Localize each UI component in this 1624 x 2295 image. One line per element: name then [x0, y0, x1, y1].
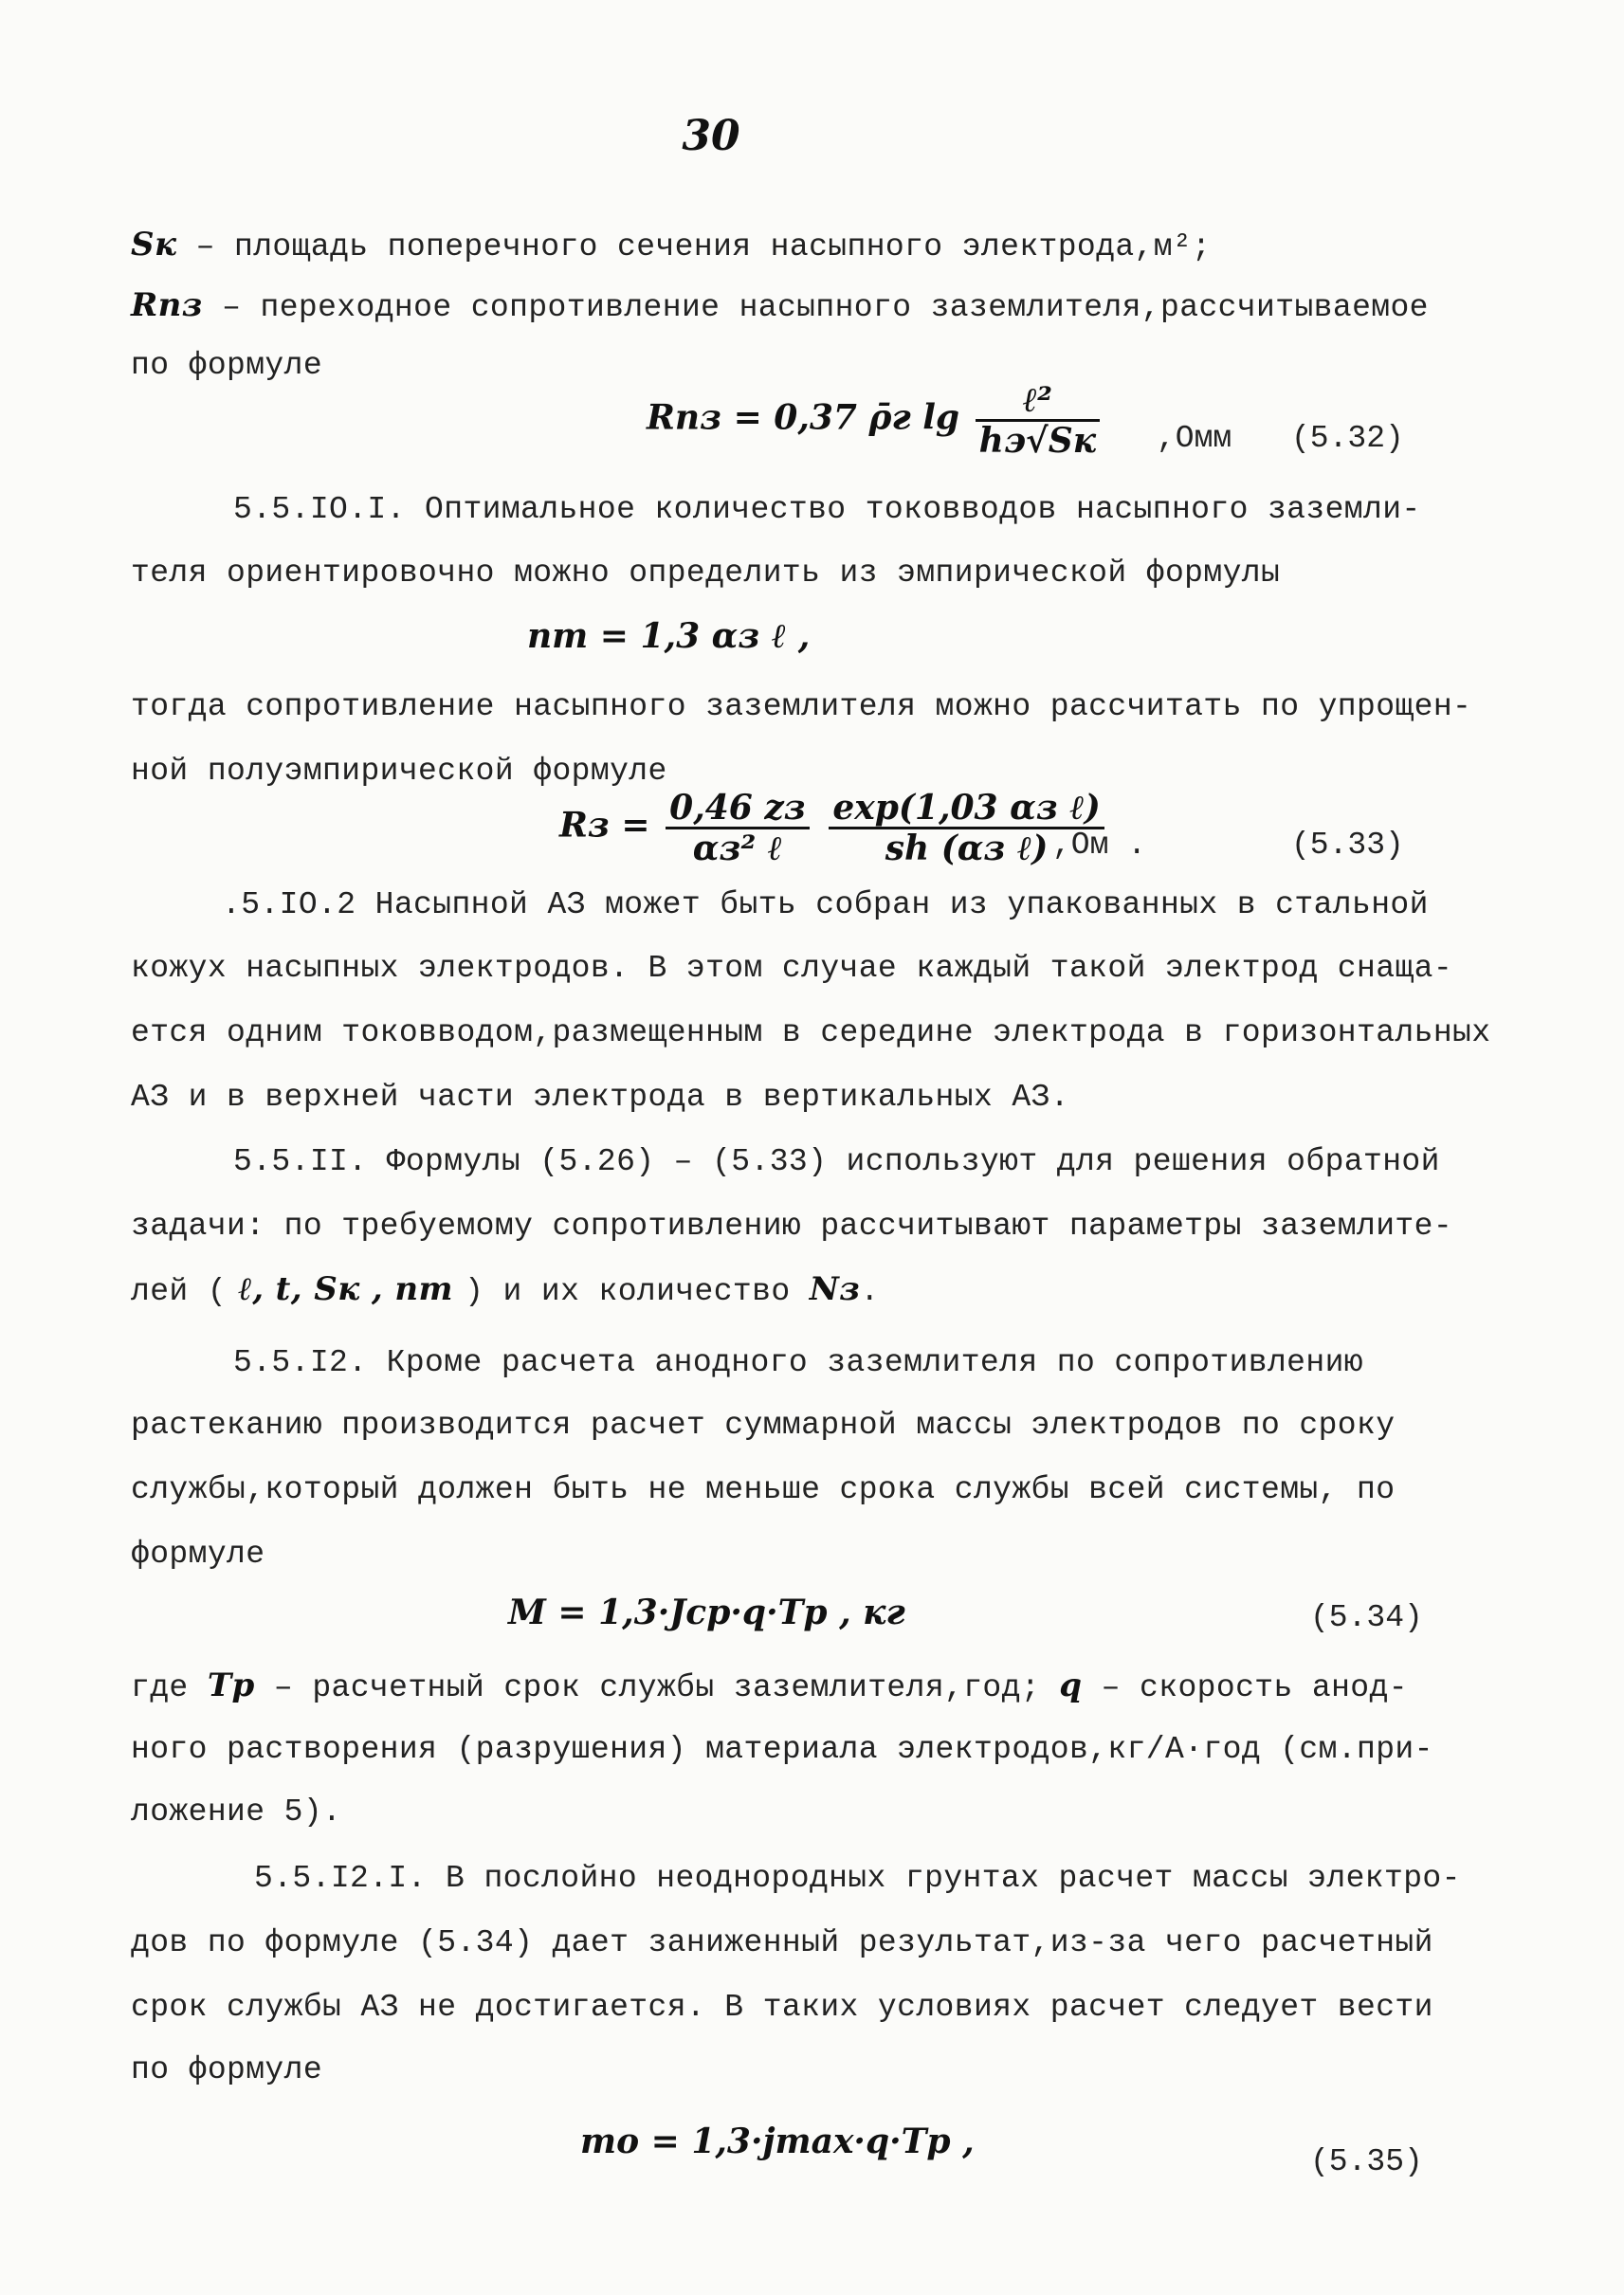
equation-number: (5.33) — [1291, 828, 1404, 863]
text-line-20: службы,который должен быть не меньше срока службы всей системы, по — [131, 1472, 1396, 1507]
text-segment: ) и их количество — [465, 1274, 810, 1309]
formula-lhs: Rпз = 0,37 ρ̄г lg — [647, 397, 960, 438]
symbol-sk: Sк — [131, 226, 177, 264]
formula-unit: кг — [850, 1593, 905, 1632]
text-line-27: дов по формуле (5.34) дает заниженный результат,из-за чего расчетный — [131, 1925, 1433, 1960]
text-segment: . — [860, 1274, 880, 1309]
fraction — [666, 789, 810, 867]
fraction-numerator: ℓ² — [976, 381, 1100, 422]
text-segment: – скорость анод- — [1082, 1670, 1408, 1705]
text-line-16: задачи: по требуемому сопротивлению рассчитывают параметры заземлите- — [131, 1209, 1453, 1244]
symbol-rnz: Rпз — [131, 286, 203, 324]
text-line-26: 5.5.I2.I. В послойно неоднородных грунтах расчет массы электро- — [254, 1861, 1461, 1896]
text-line-12: кожух насыпных электродов. В этом случае каждый такой электрод снаща- — [131, 951, 1453, 986]
text-line-3: по формуле — [131, 348, 323, 383]
formula-5-35: mо = 1,3·jmax·q·Tр , — [580, 2122, 975, 2161]
text-line-15: 5.5.II. Формулы (5.26) – (5.33) используют для решения обратной — [233, 1144, 1440, 1179]
text-line-1 — [131, 226, 1520, 266]
equation-number: (5.35) — [1310, 2144, 1423, 2179]
fraction-numerator: exp(1,03 αз ℓ) — [829, 789, 1104, 829]
formula-5-32 — [647, 381, 1104, 460]
text-segment: где — [131, 1670, 208, 1705]
formula-nt: nт = 1,3 αз ℓ , — [527, 616, 811, 656]
parameters-list: ℓ, t, Sк , nт — [227, 1270, 465, 1308]
text-line-5: 5.5.IO.I. Оптимальное количество токовводов насыпного заземли- — [233, 492, 1421, 527]
text-line-28: срок службы АЗ не достигается. В таких условиях расчет следует вести — [131, 1990, 1433, 2025]
text-line-19: растеканию производится расчет суммарной массы электродов по сроку — [131, 1408, 1396, 1443]
text-segment: – площадь поперечного сечения насыпного электрода,м²; — [176, 229, 1212, 264]
formula-unit: ,Ом . — [1052, 828, 1147, 863]
page-number: 30 — [682, 112, 740, 160]
fraction-denominator: αз² ℓ — [692, 829, 783, 868]
text-line-14: АЗ и в верхней части электрода в вертикальных АЗ. — [131, 1080, 1069, 1115]
text-segment: – расчетный срок службы заземлителя,год; — [254, 1670, 1060, 1705]
text-line-9: ной полуэмпирической формуле — [131, 754, 667, 789]
text-line-18: 5.5.I2. Кроме расчета анодного заземлителя по сопротивлению — [233, 1345, 1363, 1380]
symbol-q: q — [1059, 1667, 1083, 1704]
text-line-2 — [131, 286, 1520, 327]
fraction-denominator: sh (αз ℓ) — [885, 829, 1049, 868]
text-line-21: формуле — [131, 1537, 265, 1572]
fraction-numerator: 0,46 zз — [666, 789, 810, 829]
formula-5-34 — [508, 1593, 905, 1632]
formula-unit: ,Омм — [1157, 421, 1232, 456]
symbol-tp: Tр — [207, 1667, 255, 1704]
formula-body: M = 1,3·Jср·q·Tр , — [508, 1593, 851, 1632]
fraction-denominator: hэ√Sк — [978, 421, 1097, 461]
formula-5-33 — [559, 789, 1108, 867]
text-line-6: теля ориентировочно можно определить из эмпирической формулы — [131, 556, 1281, 591]
text-line-23 — [131, 1667, 1520, 1707]
text-line-13: ется одним токовводом,размещенным в середине электрода в горизонтальных — [131, 1015, 1491, 1050]
text-segment: – переходное сопротивление насыпного заземлителя,рассчитываемое — [202, 290, 1429, 325]
formula-lhs: Rз = — [559, 805, 650, 846]
text-line-8: тогда сопротивление насыпного заземлителя можно рассчитать по упрощен- — [131, 689, 1472, 724]
equation-number: (5.34) — [1310, 1600, 1423, 1635]
equation-number: (5.32) — [1291, 421, 1404, 456]
text-line-11: .5.IO.2 Насыпной АЗ может быть собран из упакованных в стальной — [222, 887, 1429, 922]
symbol-nz: Nз — [809, 1270, 861, 1308]
text-line-29: по формуле — [131, 2052, 323, 2087]
text-segment: лей ( — [131, 1274, 228, 1309]
text-line-25: ложение 5). — [131, 1794, 342, 1830]
fraction — [976, 381, 1100, 460]
text-line-17 — [131, 1270, 1520, 1311]
text-line-24: ного растворения (разрушения) материала электродов,кг/А·год (см.при- — [131, 1732, 1433, 1767]
